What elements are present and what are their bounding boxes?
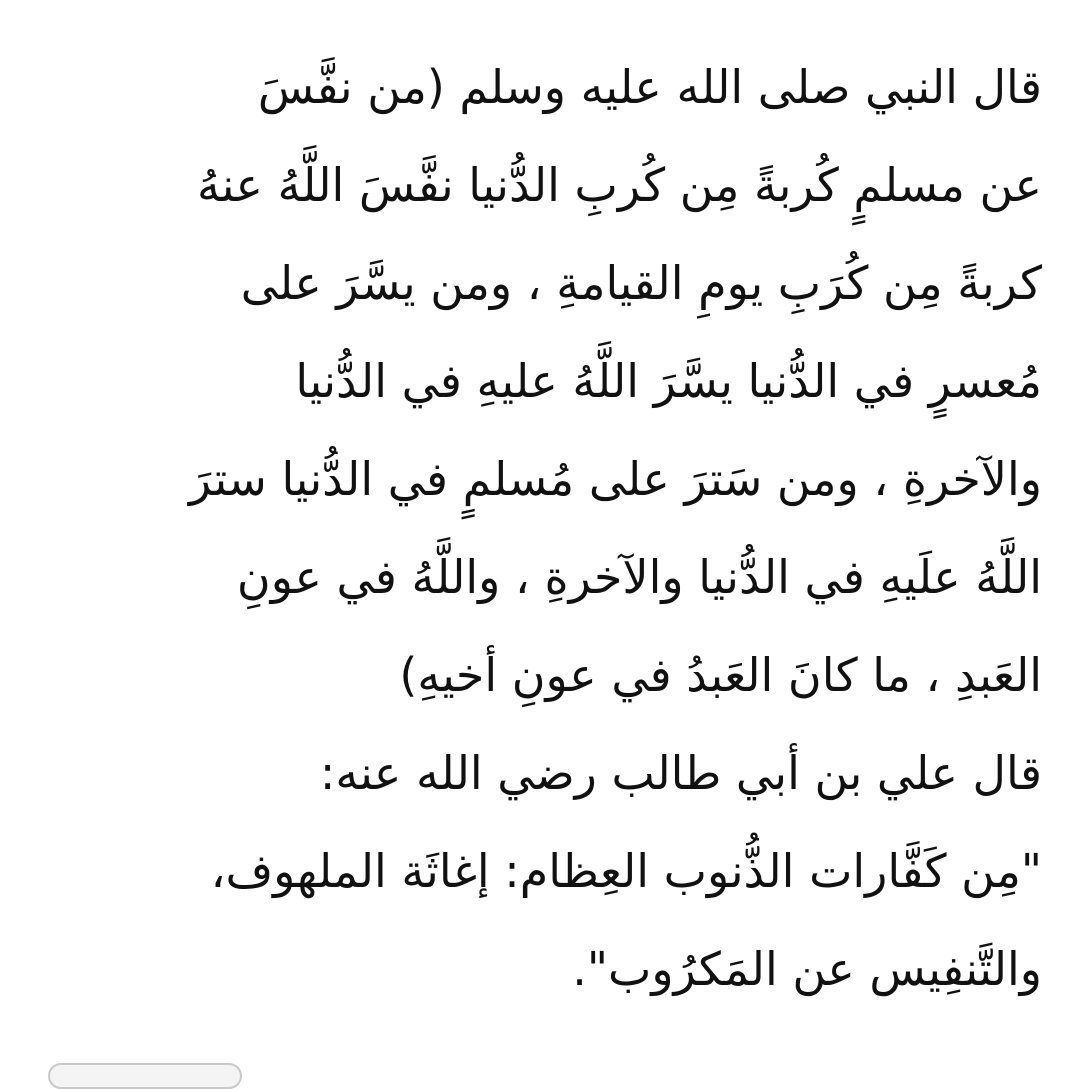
- quote-line-2: والتَّنفِيس عن المَكرُوب".: [572, 942, 1042, 996]
- hadith-line-2: عن مسلمٍ كُربةً مِن كُربِ الدُّنيا نفَّسَ اللَّهُ عنهُ: [197, 158, 1042, 212]
- hadith-line-6: اللَّهُ علَيهِ في الدُّنيا والآخرةِ ، واللَّهُ في عونِ: [236, 550, 1042, 604]
- hadith-line-3: كربةً مِن كُرَبِ يومِ القيامةِ ، ومن يسَّرَ على: [240, 256, 1042, 310]
- hadith-line-7: العَبدِ ، ما كانَ العَبدُ في عونِ أخيهِ): [399, 648, 1042, 702]
- hadith-line-4: مُعسرٍ في الدُّنيا يسَّرَ اللَّهُ عليهِ في الدُّنيا: [295, 354, 1042, 408]
- quote-attribution-line: قال علي بن أبي طالب رضي الله عنه:: [319, 746, 1042, 800]
- hadith-line-5: والآخرةِ ، ومن سَترَ على مُسلمٍ في الدُّنيا سترَ: [189, 452, 1042, 506]
- partial-bottom-control: [48, 1063, 242, 1089]
- quote-line-1: "مِن كَفَّارات الذُّنوب العِظام: إغاثَة الملهوف،: [210, 844, 1042, 898]
- hadith-line-1: قال النبي صلى الله عليه وسلم (من نفَّسَ: [257, 60, 1042, 114]
